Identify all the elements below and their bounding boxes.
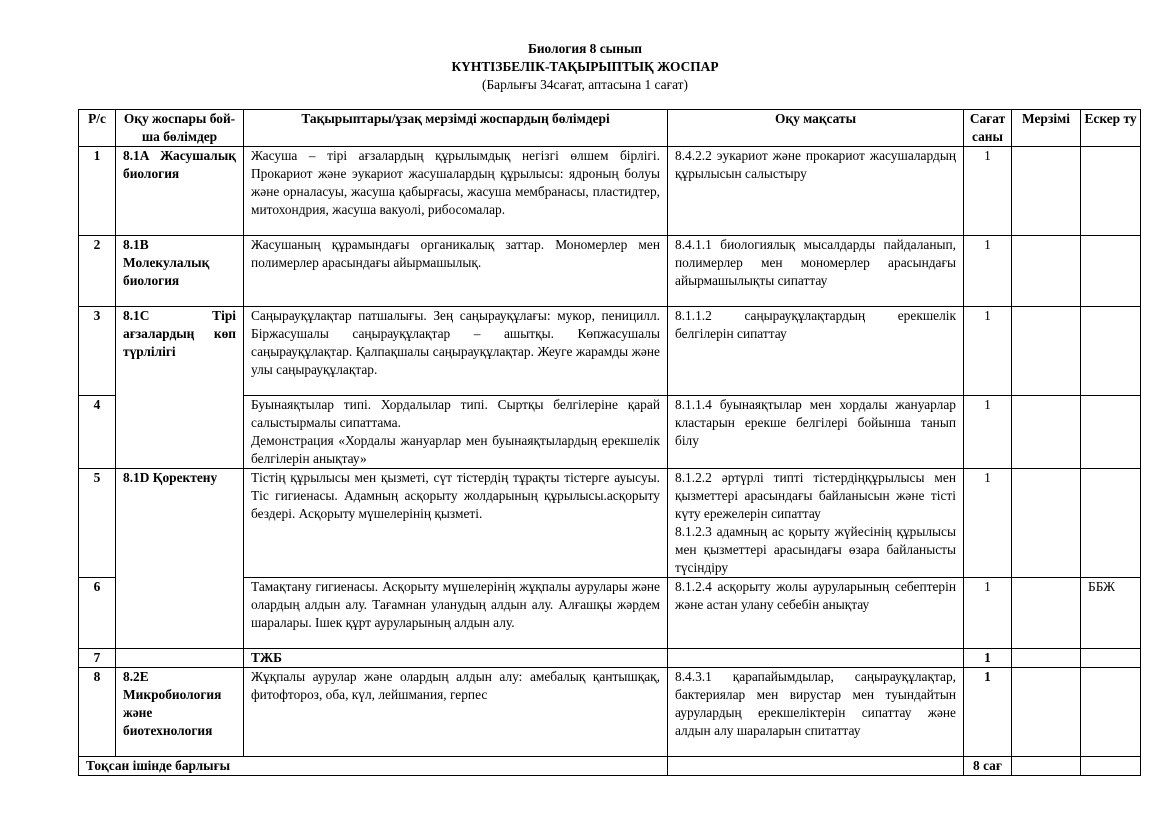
note-cell xyxy=(1081,469,1141,578)
row-number: 4 xyxy=(79,396,116,469)
hours-cell: 1 xyxy=(964,649,1012,668)
col-header-hours: Сағат саны xyxy=(964,110,1012,147)
topic-cell: Тамақтану гигиенасы. Асқорыту мүшелерінің жұқпалы аурулары және олардың алдын алу. Тағамнан уланудың алдын алу. Алғашқы жәрдем шаралары. Ішек құрт ауруларының алдын алу. xyxy=(244,578,668,649)
note-cell xyxy=(1081,757,1141,776)
row-number: 3 xyxy=(79,307,116,396)
note-cell xyxy=(1081,307,1141,396)
table-row xyxy=(79,307,1141,396)
table-row xyxy=(79,668,1141,757)
objective-cell: 8.1.1.4 буынаяқтылар мен хордалы жануарлар кластарын ерекше белгілері бойынша танып білу xyxy=(668,396,964,469)
document-subject: Биология 8 сынып xyxy=(527,41,642,56)
table-row xyxy=(79,469,1141,578)
hours-cell: 1 xyxy=(964,307,1012,396)
col-header-num: Р/с xyxy=(79,110,116,147)
col-header-topic: Тақырыптары/ұзақ мерзімді жоспардың бөлімдері xyxy=(244,110,668,147)
topic-cell: Жасушаның құрамындағы органикалық заттар. Мономерлер мен полимерлер арасындағы айырмашылық. xyxy=(244,236,668,307)
section-cell: 8.1A Жасушалық биология xyxy=(116,147,244,236)
note-cell: ББЖ xyxy=(1081,578,1141,649)
topic-cell: Тістің құрылысы мен қызметі, сүт тістердің тұрақты тістерге ауысуы. Тіс гигиенасы. Адамның асқорыту жолдарының құрылысы.асқорыту бездері. Асқорыту мүшелерінің қызметі. xyxy=(244,469,668,578)
col-header-objective: Оқу мақсаты xyxy=(668,110,964,147)
topic-paragraph: Демонстрация «Хордалы жануарлар мен буынаяқтылардың ерекшелік белгілерін анықтау» xyxy=(251,433,660,466)
table-row xyxy=(79,649,1141,668)
document-title: КҮНТІЗБЕЛІК-ТАҚЫРЫПТЫҚ ЖОСПАР xyxy=(451,59,719,74)
table-header-row xyxy=(79,110,1141,147)
col-header-section: Оқу жоспары бой-ша бөлімдер xyxy=(116,110,244,147)
row-number: 2 xyxy=(79,236,116,307)
note-cell xyxy=(1081,236,1141,307)
row-number: 8 xyxy=(79,668,116,757)
objective-paragraph: 8.1.2.3 адамның ас қорыту жүйесінің құрылысы мен қызметтері арасындағы өзара байланысты түсіндіру xyxy=(675,524,956,575)
date-cell xyxy=(1012,578,1081,649)
total-hours: 8 сағ xyxy=(964,757,1012,776)
section-cell: 8.1B Молекулалық биология xyxy=(116,236,244,307)
objective-cell xyxy=(668,757,964,776)
note-cell xyxy=(1081,668,1141,757)
topic-cell: Жасуша – тірі ағзалардың құрылымдық негізгі өлшем бірлігі. Прокариот және эукариот жасушалардың құрылысы: ядроның болуы және орналасуы, жасуша қабырғасы, жасуша мембранасы, пластидтер, митохондрия, жасуша вакуолі, рибосомалар. xyxy=(244,147,668,236)
date-cell xyxy=(1012,396,1081,469)
date-cell xyxy=(1012,649,1081,668)
hours-cell: 1 xyxy=(964,469,1012,578)
hours-cell: 1 xyxy=(964,578,1012,649)
objective-cell: 8.4.2.2 эукариот және прокариот жасушалардың құрылысын салыстыру xyxy=(668,147,964,236)
section-cell xyxy=(116,649,244,668)
note-cell xyxy=(1081,396,1141,469)
note-cell xyxy=(1081,649,1141,668)
hours-cell: 1 xyxy=(964,147,1012,236)
hours-cell: 1 xyxy=(964,396,1012,469)
topic-cell: Жұқпалы аурулар және олардың алдын алу: амебалық қантышқақ, фитофтороз, оба, күл, лейшмания, герпес xyxy=(244,668,668,757)
row-number: 6 xyxy=(79,578,116,649)
section-cell: 8.2E Микробиология және биотехнология xyxy=(116,668,244,757)
date-cell xyxy=(1012,236,1081,307)
objective-cell: 8.4.3.1 қарапайымдылар, саңырауқұлақтар, бактериялар мен вирустар мен туындайтын аурулардың ерекшеліктерін сипаттау және алдын алу шараларын спитаттау xyxy=(668,668,964,757)
topic-paragraph: Буынаяқтылар типі. Хордалылар типі. Сыртқы белгілеріне қарай салыстырмалы сипаттама. xyxy=(251,397,660,430)
note-cell xyxy=(1081,147,1141,236)
objective-cell xyxy=(668,469,964,578)
date-cell xyxy=(1012,668,1081,757)
table-row xyxy=(79,147,1141,236)
col-header-date: Мерзімі xyxy=(1012,110,1081,147)
topic-cell: Саңырауқұлақтар патшалығы. Зең саңырауқұлағы: мукор, пеницилл. Біржасушалы саңырауқұлақтар – ашытқы. Көпжасушалы саңырауқұлақтар. Қалпақшалы саңырауқұлақтар. Жеуге жарамды және улы саңырауқұлақтар. xyxy=(244,307,668,396)
objective-paragraph: 8.1.2.2 әртүрлі типті тістердіңқұрылысы мен қызметтері арасындағы байланысын және тісті күту ережелерін сипаттау xyxy=(675,470,956,521)
document-header xyxy=(0,40,1170,94)
row-number: 5 xyxy=(79,469,116,578)
section-cell: 8.1D Қоректену xyxy=(116,469,244,649)
date-cell xyxy=(1012,307,1081,396)
objective-cell xyxy=(668,649,964,668)
total-label: Тоқсан ішінде барлығы xyxy=(79,757,668,776)
topic-cell xyxy=(244,396,668,469)
date-cell xyxy=(1012,147,1081,236)
date-cell xyxy=(1012,757,1081,776)
table-row xyxy=(79,236,1141,307)
topic-cell: ТЖБ xyxy=(244,649,668,668)
row-number: 1 xyxy=(79,147,116,236)
col-header-note: Ескер ту xyxy=(1081,110,1141,147)
section-cell: 8.1C Тірі ағзалардың көп түрлілігі xyxy=(116,307,244,469)
hours-cell: 1 xyxy=(964,668,1012,757)
row-number: 7 xyxy=(79,649,116,668)
objective-cell: 8.4.1.1 биологиялық мысалдарды пайдаланып, полимерлер мен мономерлер арасындағы айырмашылықты сипаттау xyxy=(668,236,964,307)
hours-cell: 1 xyxy=(964,236,1012,307)
objective-cell: 8.1.2.4 асқорыту жолы ауруларының себептерін және астан улану себебін анықтау xyxy=(668,578,964,649)
date-cell xyxy=(1012,469,1081,578)
total-row xyxy=(79,757,1141,776)
document-subtitle: (Барлығы 34сағат, аптасына 1 сағат) xyxy=(482,77,688,92)
plan-table xyxy=(78,109,1141,776)
objective-cell: 8.1.1.2 саңырауқұлақтардың ерекшелік белгілерін сипаттау xyxy=(668,307,964,396)
